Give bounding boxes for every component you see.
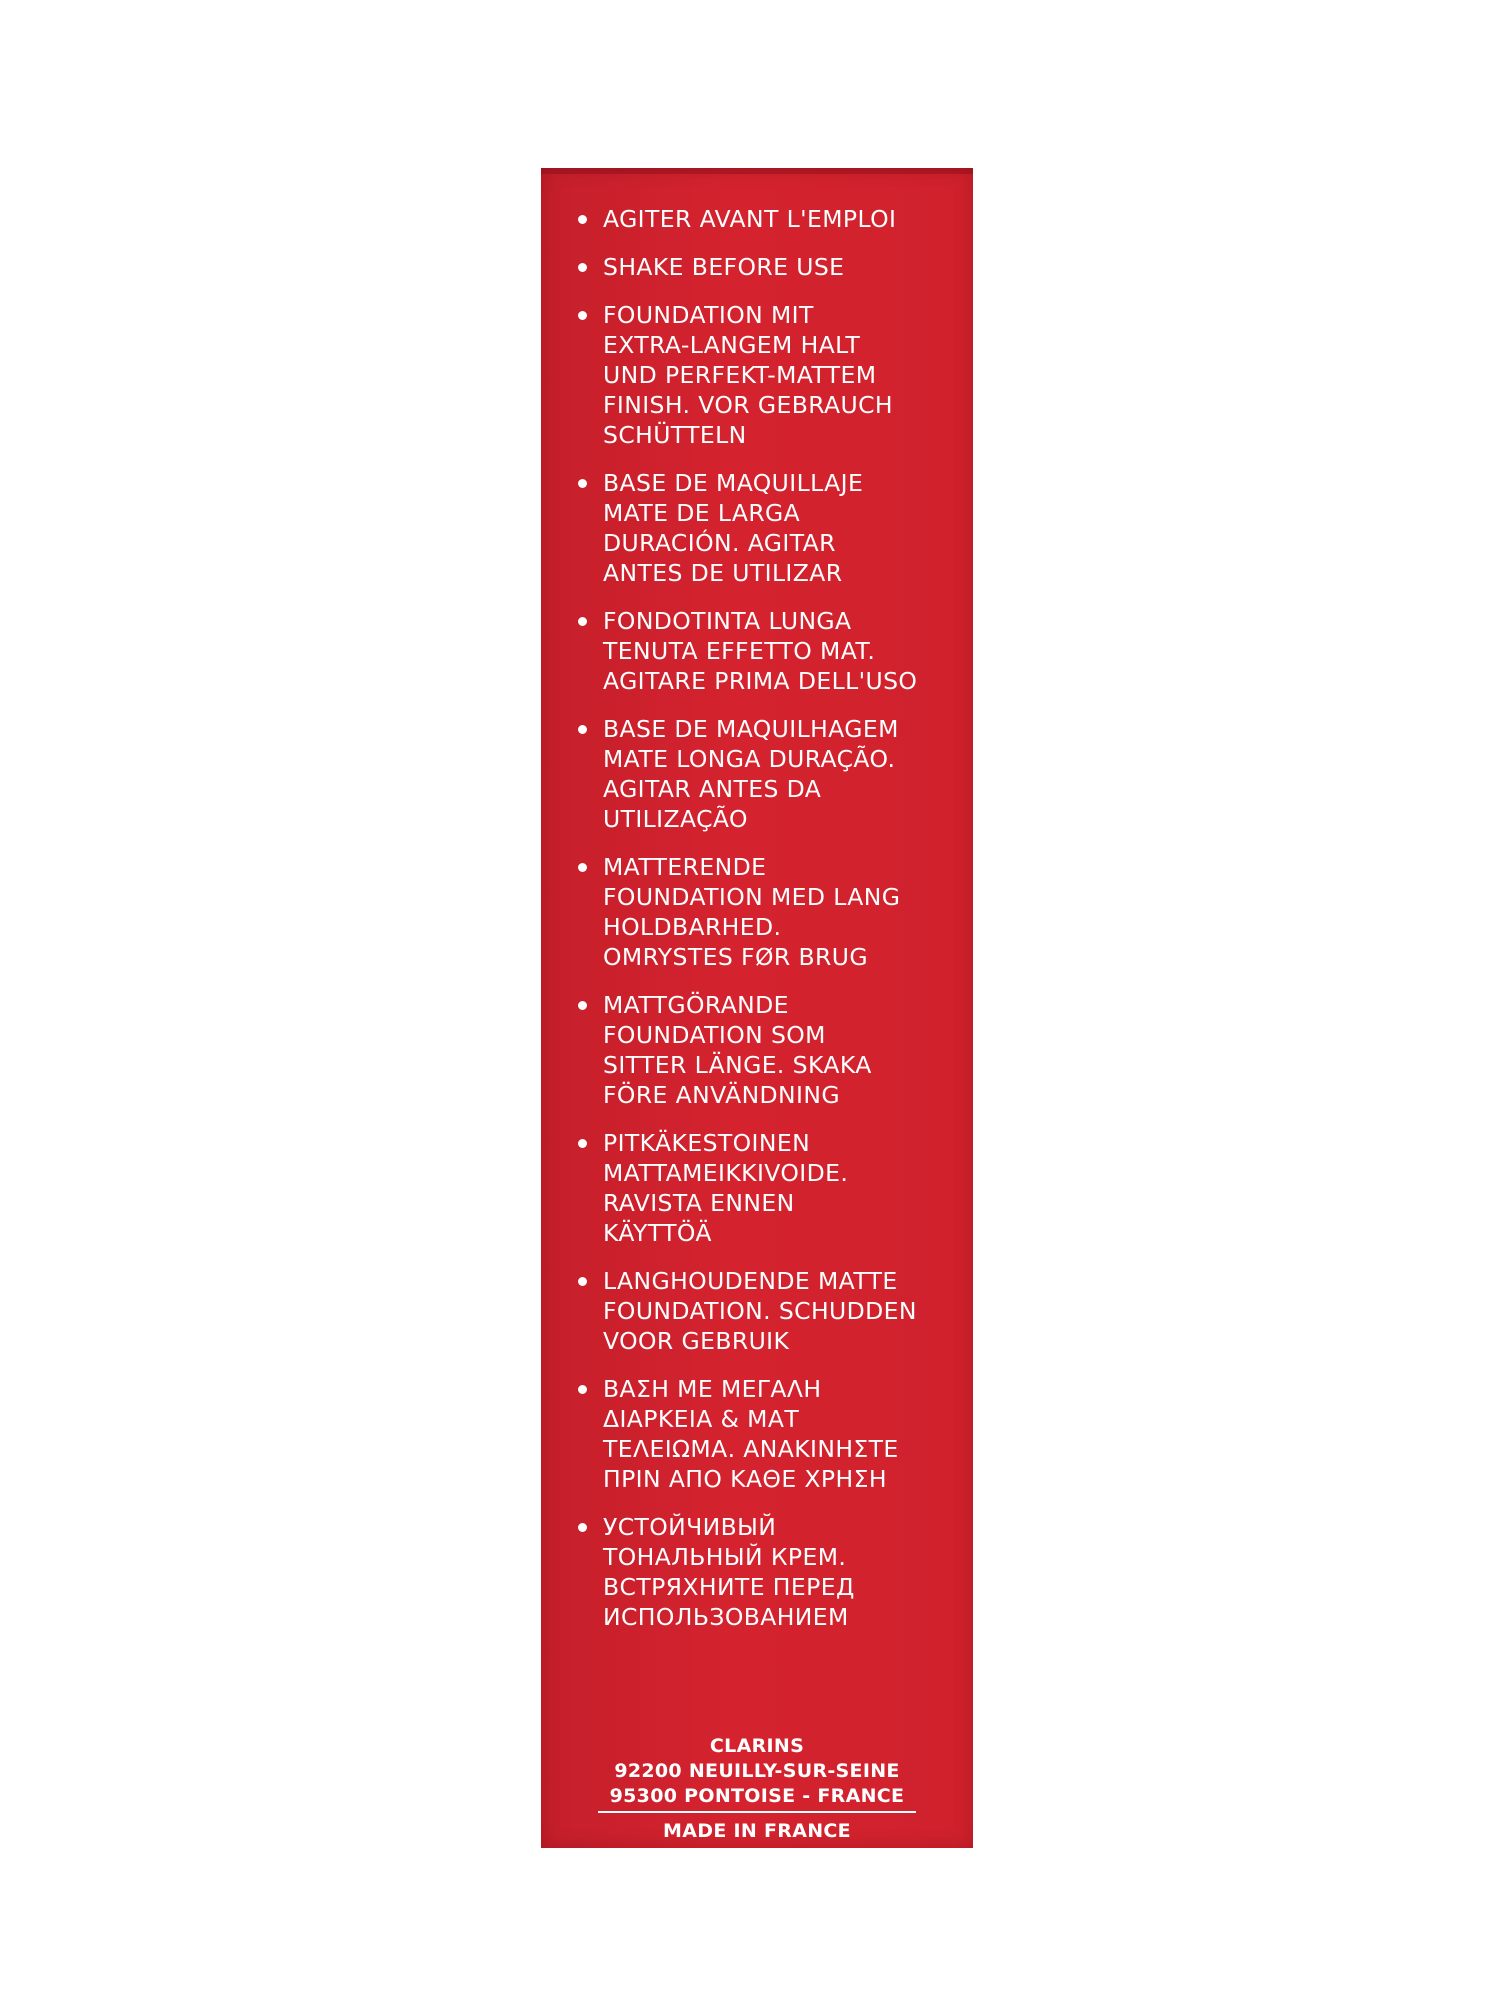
instruction-text: PITKÄKESTOINEN MATTAMEIKKIVOIDE. RAVISTA ENNEN KÄYTTÖÄ (603, 1129, 849, 1247)
bullet-dot (578, 1277, 587, 1286)
bullet-dot (578, 617, 587, 626)
instruction-text: FOUNDATION MIT EXTRA-LANGEM HALT UND PERFEKT-MATTEM FINISH. VOR GEBRAUCH SCHÜTTELN (603, 301, 893, 449)
bullet-dot (578, 215, 587, 224)
instruction-text: SHAKE BEFORE USE (603, 253, 845, 281)
instruction-swedish (574, 990, 954, 1110)
instruction-italian (574, 606, 954, 696)
instruction-english (574, 252, 954, 282)
address-line-1: 92200 NEUILLY-SUR-SEINE (614, 1760, 900, 1782)
instruction-text: MATTERENDE FOUNDATION MED LANG HOLDBARHED. OMRYSTES FØR BRUG (603, 853, 901, 971)
manufacturer-address (541, 1734, 973, 1844)
instruction-text: BASE DE MAQUILLAJE MATE DE LARGA DURACIÓN. AGITAR ANTES DE UTILIZAR (603, 469, 864, 587)
instruction-text: AGITER AVANT L'EMPLOI (603, 205, 897, 233)
instruction-dutch (574, 1266, 954, 1356)
bullet-dot (578, 725, 587, 734)
instruction-text: MATTGÖRANDE FOUNDATION SOM SITTER LÄNGE. SKAKA FÖRE ANVÄNDNING (603, 991, 872, 1109)
instruction-text: BASE DE MAQUILHAGEM MATE LONGA DURAÇÃO. AGITAR ANTES DA UTILIZAÇÃO (603, 715, 899, 833)
instruction-french (574, 204, 954, 234)
instruction-list (574, 204, 954, 1650)
instruction-text: УСТОЙЧИВЫЙ ТОНАЛЬНЫЙ КРЕМ. ВСТРЯХНИТЕ ПЕРЕД ИСПОЛЬЗОВАНИЕМ (603, 1513, 855, 1631)
bullet-dot (578, 863, 587, 872)
instruction-german (574, 300, 954, 450)
bullet-dot (578, 1139, 587, 1148)
address-line-2: 95300 PONTOISE - FRANCE (609, 1785, 905, 1807)
bullet-dot (578, 1523, 587, 1532)
bullet-dot (578, 263, 587, 272)
instruction-russian (574, 1512, 954, 1632)
instruction-text: ΒΑΣΗ ΜΕ ΜΕΓΑΛΗ ΔΙΑΡΚΕΙΑ & ΜΑΤ ΤΕΛΕΙΩΜΑ. ΑΝΑΚΙΝΗΣΤΕ ΠΡΙΝ ΑΠΟ ΚΑΘΕ ΧΡΗΣΗ (603, 1375, 899, 1493)
instruction-portuguese (574, 714, 954, 834)
brand-name: CLARINS (709, 1735, 805, 1757)
instruction-text: LANGHOUDENDE MATTE FOUNDATION. SCHUDDEN VOOR GEBRUIK (603, 1267, 917, 1355)
address-underline (598, 1811, 916, 1813)
panel-top-edge (541, 168, 973, 174)
instruction-danish (574, 852, 954, 972)
bullet-dot (578, 311, 587, 320)
bullet-dot (578, 1385, 587, 1394)
bullet-dot (578, 479, 587, 488)
instruction-text: FONDOTINTA LUNGA TENUTA EFFETTO MAT. AGITARE PRIMA DELL'USO (603, 607, 918, 695)
instruction-finnish (574, 1128, 954, 1248)
package-side-panel (541, 168, 973, 1848)
instruction-spanish (574, 468, 954, 588)
origin-label: MADE IN FRANCE (663, 1820, 851, 1842)
instruction-greek (574, 1374, 954, 1494)
bullet-dot (578, 1001, 587, 1010)
